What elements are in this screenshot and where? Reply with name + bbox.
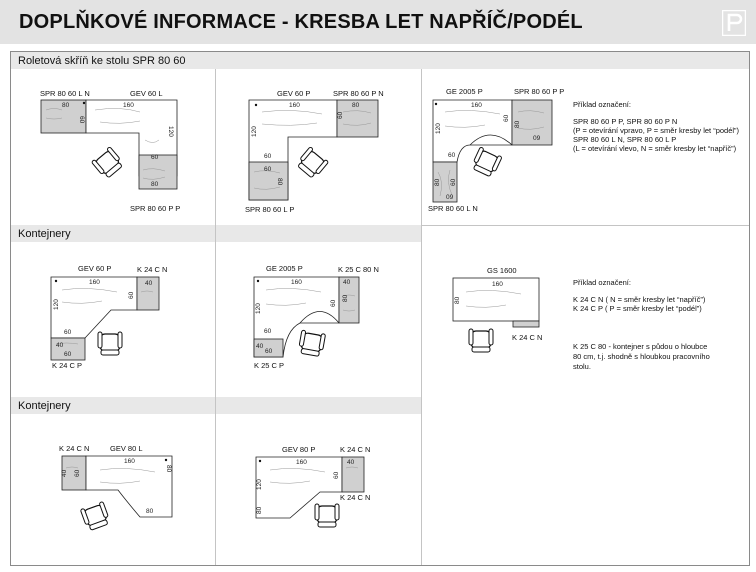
dim-label: 80 [454, 296, 461, 304]
note-text: K 25 C 80 - kontejner s půdou o hloubce [573, 342, 708, 351]
dim-label: 60 [503, 114, 510, 122]
component-label: K 24 C N [512, 333, 543, 342]
dim-label: 60 [330, 299, 337, 307]
dim-label: 60 [448, 152, 456, 159]
dim-label: 160 [296, 459, 307, 466]
dim-label: 60 [264, 166, 272, 173]
component-label: GE 2005 P [266, 264, 303, 273]
dim-label: 160 [124, 458, 135, 465]
note-text: stolu. [573, 362, 591, 371]
component-label: SPR 80 60 L P [245, 205, 295, 214]
dim-label: 80 [434, 178, 441, 186]
component-label: GEV 60 P [277, 89, 311, 98]
dim-label: 160 [291, 279, 302, 286]
page-title: DOPLŇKOVÉ INFORMACE - KRESBA LET NAPŘÍČ/PODÉL [19, 11, 583, 33]
dim-label: 40 [347, 459, 355, 466]
dim-label: 80 [146, 508, 154, 515]
dim-label: 160 [471, 102, 482, 109]
dim-label: 80 [352, 102, 360, 109]
dim-label: 40 [343, 279, 351, 286]
dim-label: 120 [167, 126, 174, 137]
note-text: Příklad označení: [573, 100, 631, 109]
note-text: 80 cm, t.j. shodně s hloubkou pracovního [573, 352, 710, 361]
component-label: SPR 80 60 P P [130, 204, 181, 213]
dim-label: 120 [53, 299, 60, 310]
note-text: (L = otevírání vlevo, N = směr kresby let “napříč”) [573, 144, 737, 153]
dim-label: 40 [256, 343, 264, 350]
dim-label: 09 [533, 135, 541, 142]
dim-label: 40 [56, 342, 64, 349]
dim-label: 60 [333, 471, 340, 479]
dim-label: 60 [264, 153, 272, 160]
component-label: SPR 80 60 L N [40, 89, 90, 98]
dim-label: 09 [446, 194, 454, 201]
note-text: K 24 C N ( N = směr kresby let “napříč”) [573, 295, 706, 304]
component-label: GEV 80 L [110, 444, 143, 453]
component-label: K 24 C N [137, 265, 168, 274]
component-label: K 24 C N [59, 444, 90, 453]
component-label: K 24 C P [52, 361, 83, 370]
dim-label: 120 [435, 123, 442, 134]
dim-label: 80 [276, 178, 283, 186]
component-label: GE 2005 P [446, 87, 483, 96]
dim-label: 160 [89, 279, 100, 286]
note-text: (P = otevírání vpravo, P = směr kresby let “podél”) [573, 126, 740, 135]
dim-label: 60 [151, 154, 159, 161]
dim-label: 60 [265, 348, 273, 355]
dim-label: 80 [514, 120, 521, 128]
dim-label: 80 [151, 181, 159, 188]
component-label: SPR 80 60 P P [514, 87, 565, 96]
component-label: K 24 C N [340, 445, 371, 454]
dim-label: 40 [145, 280, 153, 287]
dim-label: 60 [450, 178, 457, 186]
component-label: GEV 60 P [78, 264, 112, 273]
dim-label: 40 [61, 469, 68, 477]
dim-label: 60 [337, 111, 344, 119]
dim-label: 120 [255, 303, 262, 314]
dim-label: 80 [165, 465, 172, 473]
dim-label: 60 [74, 469, 81, 477]
section-label-kontejnery-1: Kontejnery [18, 228, 71, 240]
note-text: Příklad označení: [573, 278, 631, 287]
component-label: K 25 C P [254, 361, 285, 370]
note-text: SPR 80 60 L N, SPR 80 60 L P [573, 135, 677, 144]
component-label: K 24 C N [340, 493, 371, 502]
dim-label: 80 [256, 506, 263, 514]
section-label-kontejnery-2: Kontejnery [18, 400, 71, 412]
component-label: SPR 80 60 P N [333, 89, 384, 98]
component-label: SPR 80 60 L N [428, 204, 478, 213]
dim-label: 80 [62, 102, 70, 109]
dim-label: 120 [251, 126, 258, 137]
component-label: GS 1600 [487, 266, 517, 275]
dim-label: 160 [123, 102, 134, 109]
dim-label: 80 [342, 294, 349, 302]
dim-label: 160 [289, 102, 300, 109]
component-label: GEV 80 P [282, 445, 316, 454]
dim-label: 60 [64, 351, 72, 358]
dim-label: 60 [264, 328, 272, 335]
component-label: K 25 C 80 N [338, 265, 379, 274]
dim-label: 60 [64, 329, 72, 336]
note-text: K 24 C P ( P = směr kresby let “podél”) [573, 304, 702, 313]
dim-label: 60 [78, 116, 85, 124]
component-label: GEV 60 L [130, 89, 163, 98]
dim-label: 160 [492, 281, 503, 288]
section-label-roletova: Roletová skříň ke stolu SPR 80 60 [18, 55, 186, 67]
note-text: SPR 80 60 P P, SPR 80 60 P N [573, 117, 678, 126]
dim-label: 120 [256, 479, 263, 490]
dim-label: 60 [128, 291, 135, 299]
